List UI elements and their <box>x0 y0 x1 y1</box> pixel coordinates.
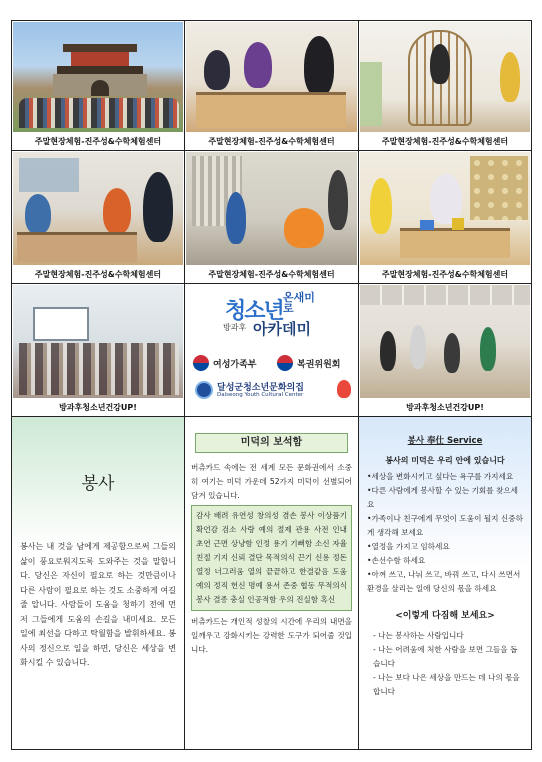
photo-cell-5 <box>185 151 359 284</box>
photo-caption: 주말현장체험-진주성&수학체험센터 <box>12 266 184 283</box>
photo-caption: 주말현장체험-진주성&수학체험센터 <box>12 133 184 150</box>
list-item: •다른 사람에게 봉사할 수 있는 기회를 찾으세요 <box>367 486 519 509</box>
service-virtue-lead: 봉사의 미덕은 우리 안에 있습니다 <box>385 456 505 465</box>
photo-caption: 주말현장체험-진주성&수학체험센터 <box>185 133 358 150</box>
photo-cage-exhibit <box>360 22 530 132</box>
service-virtue-bullets <box>359 470 531 596</box>
taegeuk-icon <box>277 355 293 371</box>
photo-fortress-gate <box>13 22 183 132</box>
center-name-kr: 달성군청소년문화의집 <box>217 383 304 393</box>
service-column <box>12 417 185 749</box>
photo-math-activity-2 <box>13 152 183 265</box>
list-item: •아껴 쓰고, 나눠 쓰고, 바꿔 쓰고, 다시 쓰면서 환경을 살리는 일에 당신의 몫을 하세요 <box>367 570 521 593</box>
list-item: •세상을 변화시키고 싶다는 욕구를 가지세요 <box>367 472 514 481</box>
vow-title: <이렇게 다짐해 보세요> <box>395 611 495 621</box>
virtue-word-list: 감사 배려 유연성 창의성 겸손 봉사 이상품기 확언감 검소 사랑 예의 절제 관용 사전 인내 초연 근면 상냥함 인정 용기 기뻐함 소신 자율 친절 기지 신뢰 결단 목적의식 끈기 신용 정돈 열정 너그러움 열의 끝끝하고 한결같음 도움 예의 정직 헌신 명예 용서 존중 협동 무적의식 봉사 결종 충실 인공적함 우의 진실함 혹신 <box>191 505 352 611</box>
logo-brand-top: 온새미로 <box>283 291 315 315</box>
photo-cell-2 <box>185 21 359 151</box>
photo-caption: 주말현장체험-진주성&수학체험센터 <box>359 133 531 150</box>
center-emblem-icon <box>195 381 213 399</box>
service-description: 봉사는 내 것을 남에게 제공함으로써 그들의 삶이 풍요로워지도록 도와주는 것을 말합니다. 당신은 자신이 필요로 하는 것만큼이나 다른 사람이 필요로 하는 것도 소중하게 여길 줄 압니다. 사람들이 도움을 청하기 전에 먼저 그들에게 도움의 손길을 내미세요. 모든 일에 최선을 다하고 탁월함을 발휘하세요. 봉사의 정신으로 일을 하면, 당신은 세상을 변화시킬 수 있습니다. <box>20 542 176 667</box>
logo-cell <box>185 284 359 417</box>
logo-suffix: 아카데미 <box>253 320 311 338</box>
logo-prefix: 방과후 <box>223 323 247 332</box>
photo-math-activity-1 <box>186 22 357 132</box>
photo-caption: 방과후청소년건강UP! <box>12 399 184 416</box>
photo-cell-7 <box>12 284 185 417</box>
photo-grid <box>12 21 531 417</box>
photo-cell-3 <box>359 21 531 151</box>
taegeuk-icon <box>193 355 209 371</box>
partner-logos <box>193 354 353 372</box>
photo-gym-activity <box>360 285 530 398</box>
virtue-box-column <box>185 417 359 749</box>
photo-cell-8 <box>359 284 531 417</box>
photo-caption: 방과후청소년건강UP! <box>359 399 531 416</box>
list-item: •열정을 가지고 임하세요 <box>367 542 450 551</box>
virtue-intro: 버츄카드 속에는 전 세계 모든 문화권에서 소중히 여기는 미덕 가운데 52가지 미덕이 선별되어 담겨 있습니다. <box>191 463 352 500</box>
list-item: - 나는 어려움에 처한 사람을 보면 그들을 돕습니다 <box>373 645 518 668</box>
list-item: •손선수함 하세요 <box>367 556 426 565</box>
photo-caption: 주말현장체험-진주성&수학체험센터 <box>359 266 531 283</box>
list-item: •가족이나 친구에게 무엇이 도움이 될지 신중하게 생각해 보세요 <box>367 514 523 537</box>
mascot-icon <box>337 380 351 398</box>
partner-2: 복권위원회 <box>297 360 341 370</box>
service-virtue-title: 봉사 奉仕 Service <box>407 436 483 446</box>
service-title: 봉사 <box>81 474 115 494</box>
list-item: - 나는 봉사하는 사람입니다 <box>373 631 464 640</box>
service-virtue-column <box>359 417 531 749</box>
academy-logo <box>223 292 323 338</box>
logo-brand-main: 청소년 <box>225 299 283 324</box>
photo-cell-1 <box>12 21 185 151</box>
center-logo <box>195 380 355 402</box>
photo-cell-4 <box>12 151 185 284</box>
virtue-box-title: 미덕의 보석함 <box>195 433 348 453</box>
partner-1: 여성가족부 <box>213 360 257 370</box>
photo-science-exhibit <box>186 152 357 265</box>
list-item: - 나는 보다 나은 세상을 만드는 데 나의 몫을 합니다 <box>373 673 520 696</box>
photo-cell-6 <box>359 151 531 284</box>
photo-health-lecture <box>13 285 183 398</box>
vow-list <box>359 629 531 699</box>
newsletter-page <box>11 20 532 750</box>
photo-caption: 주말현장체험-진주성&수학체험센터 <box>185 266 358 283</box>
text-section <box>12 417 531 749</box>
photo-block-puzzle <box>360 152 530 265</box>
center-name-en: Dalseong Youth Cultural Center <box>217 392 304 398</box>
virtue-outro: 버츄카드는 개인적 성찰의 시간에 우리의 내면을 일깨우고 강화시키는 강력한 도구가 되어줄 것입니다. <box>191 617 352 654</box>
